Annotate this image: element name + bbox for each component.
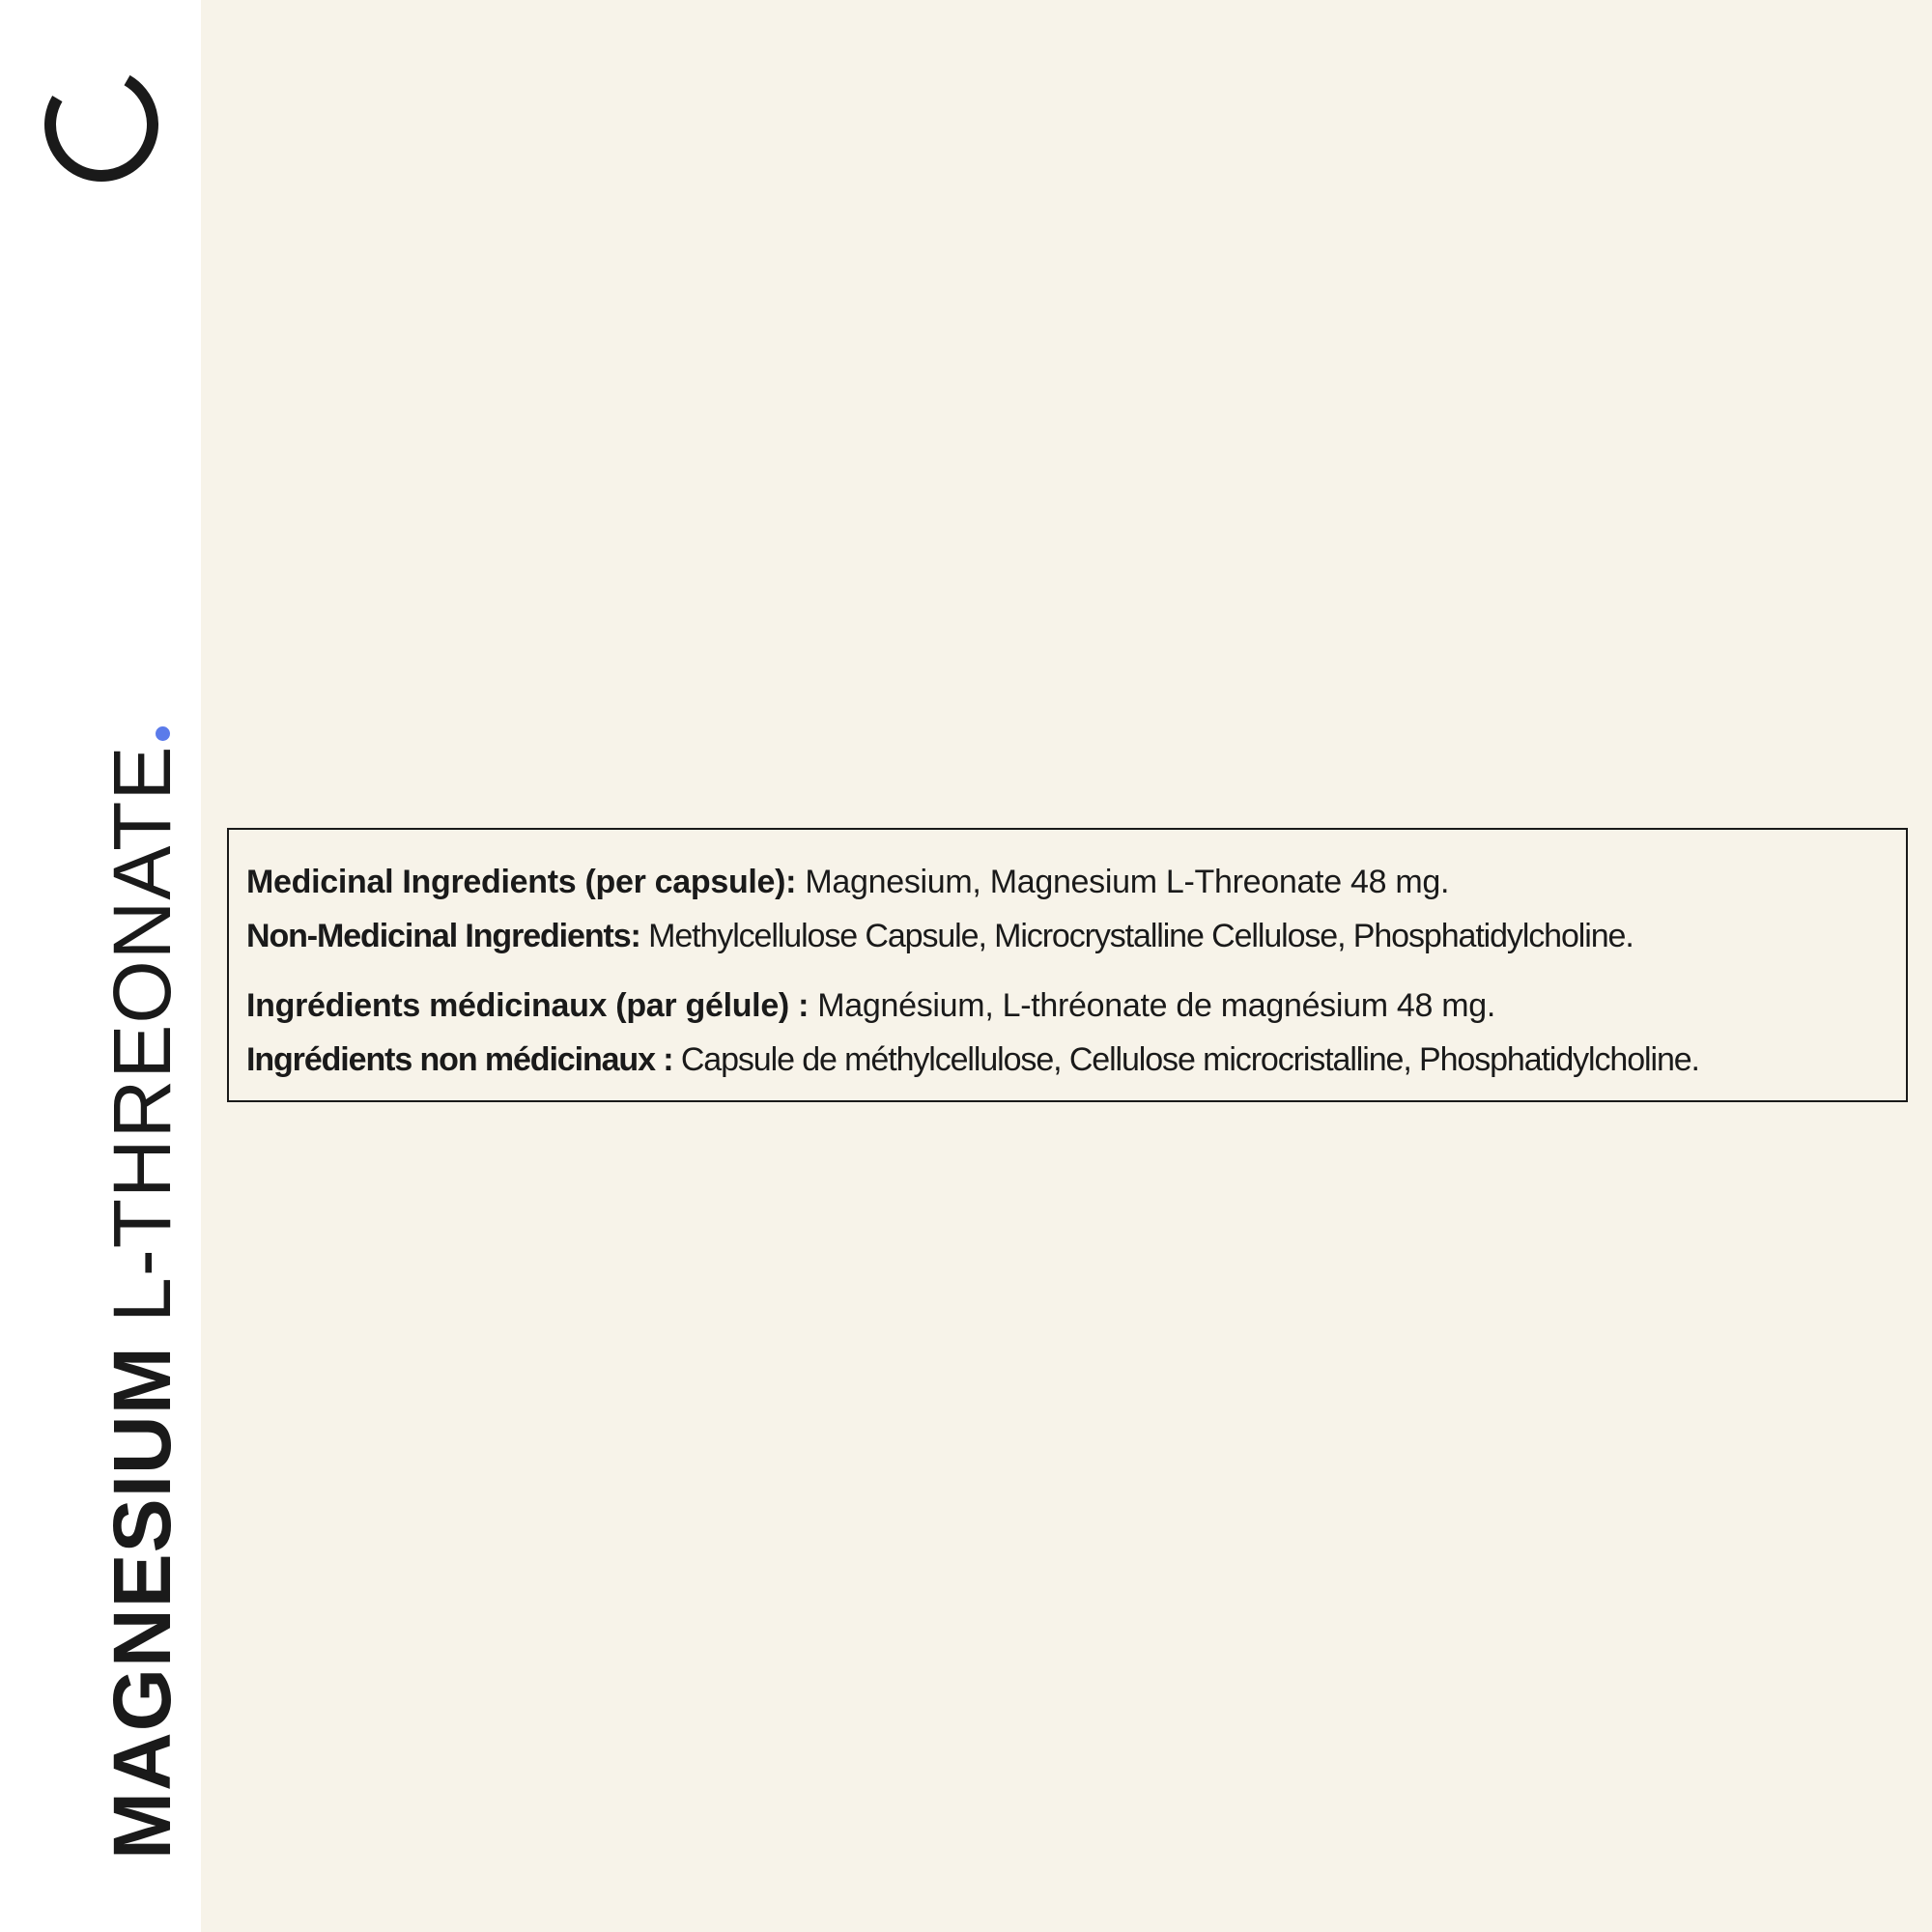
fr-medicinal-ingredients — [246, 979, 1889, 1033]
sidebar — [0, 0, 201, 1932]
fr-non-medicinal-ingredients — [246, 1033, 1889, 1087]
en-medicinal-label: Medicinal Ingredients (per capsule): — [246, 864, 797, 900]
fr-non-medicinal-label: Ingrédients non médicinaux : — [246, 1041, 673, 1078]
en-medicinal-value: Magnesium, Magnesium L-Threonate 48 mg. — [796, 864, 1450, 900]
accent-dot-icon — [156, 727, 170, 742]
fr-medicinal-label: Ingrédients médicinaux (par gélule) : — [246, 987, 810, 1024]
en-non-medicinal-label: Non-Medicinal Ingredients: — [246, 918, 640, 954]
product-title — [97, 727, 187, 1861]
product-title-light: L-THREONATE — [97, 745, 187, 1322]
fr-medicinal-value: Magnésium, L-thréonate de magnésium 48 mg. — [809, 987, 1496, 1024]
open-ring-logo-icon — [39, 62, 164, 187]
en-non-medicinal-value: Methylcellulose Capsule, Microcrystalline Cellulose, Phosphatidylcholine. — [639, 918, 1634, 954]
product-title-bold: MAGNESIUM — [97, 1346, 187, 1860]
en-non-medicinal-ingredients — [246, 909, 1889, 963]
ingredients-box — [227, 828, 1908, 1102]
en-medicinal-ingredients — [246, 855, 1889, 909]
fr-non-medicinal-value: Capsule de méthylcellulose, Cellulose microcristalline, Phosphatidylcholine. — [672, 1041, 1699, 1078]
